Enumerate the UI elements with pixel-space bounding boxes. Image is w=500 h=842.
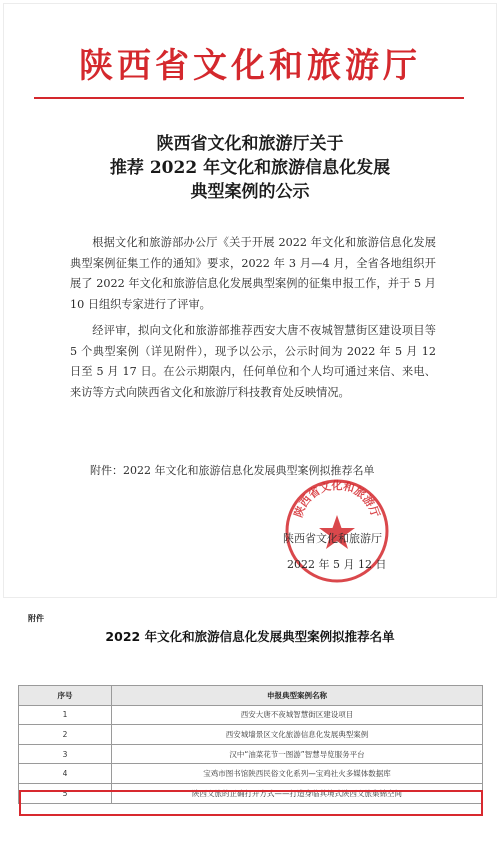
seal-text: 陕西省文化和旅游厅: [291, 479, 383, 520]
table-row: [19, 705, 483, 725]
row-case-name: 陕西文旅的正确打开方式——打造身临其境式陕西文旅集锦空间: [112, 783, 483, 803]
row-case-name: 汉中“油菜花节一图游”智慧导览服务平台: [112, 744, 483, 764]
notice-paragraph-1: [70, 233, 436, 315]
svg-text:陕西省文化和旅游厅: [291, 478, 383, 519]
notice-title-line-1: 陕西省文化和旅游厅关于: [156, 134, 344, 154]
signature-org: 陕西省文化和旅游厅: [283, 532, 382, 545]
signature-date: 2022 年 5 月 12 日: [287, 558, 387, 571]
attachment-reference: 附件：2022 年文化和旅游信息化发展典型案例拟推荐名单: [90, 464, 375, 477]
row-number: 3: [19, 744, 112, 764]
attachment-label: 附件: [28, 614, 44, 623]
row-number: 1: [19, 705, 112, 725]
letterhead-title: 陕西省文化和旅游厅: [79, 46, 421, 86]
table-row: [19, 725, 483, 745]
notice-paragraph-2: [70, 321, 436, 403]
notice-title: [0, 132, 500, 204]
row-number: 2: [19, 725, 112, 745]
notice-title-line-3: 典型案例的公示: [190, 182, 310, 202]
column-header-case-name: 申报典型案例名称: [112, 686, 483, 706]
row-number: 5: [19, 783, 112, 803]
table-row: [19, 764, 483, 784]
row-case-name: 宝鸡市图书馆陕西民俗文化系列—宝鸡社火多媒体数据库: [112, 764, 483, 784]
notice-paragraph-1-text: 根据文化和旅游部办公厅《关于开展 2022 年文化和旅游信息化发展典型案例征集工作的通知》要求，2022 年 3 月—4 月，全省各地组织开展了 2022 年文化和旅游信息化发展典型案例的征集申报工作，并于 5 月 10 日组织专家进行了评审。: [70, 236, 436, 311]
attachment-page: [0, 603, 500, 842]
row-number: 4: [19, 764, 112, 784]
recommendation-table: [18, 685, 483, 804]
column-header-number: 序号: [19, 686, 112, 706]
letterhead-rule: [34, 97, 464, 99]
table-row: [19, 783, 483, 803]
attachment-title: 2022 年文化和旅游信息化发展典型案例拟推荐名单: [105, 629, 395, 644]
row-case-name: 西安大唐不夜城智慧街区建设项目: [112, 705, 483, 725]
notice-title-line-2: 推荐 2022 年文化和旅游信息化发展: [109, 158, 391, 178]
table-header-row: [19, 686, 483, 706]
row-case-name: 西安城墙景区文化旅游信息化发展典型案例: [112, 725, 483, 745]
table-row: [19, 744, 483, 764]
notice-paragraph-2-text: 经评审，拟向文化和旅游部推荐西安大唐不夜城智慧街区建设项目等 5 个典型案例（详见附件），现予以公示，公示时间为 2022 年 5 月 12 日至 5 月 17 日。在公示期限内，任何单位和个人均可通过来信、来电、来访等方式向陕西省文化和旅游厅科技教育处反映情况。: [70, 324, 436, 399]
